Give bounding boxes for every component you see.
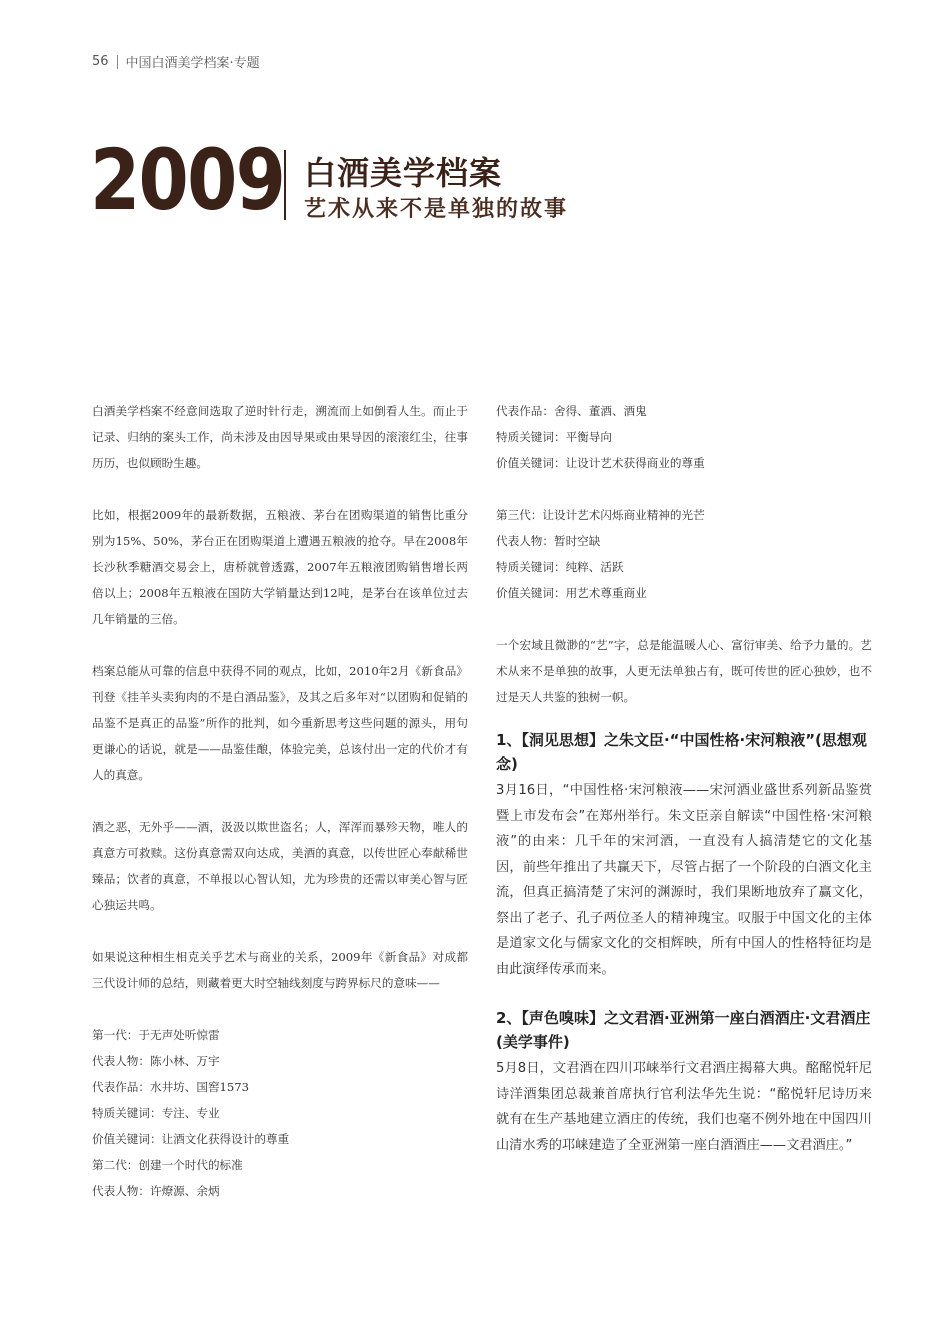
section-heading: 1、【洞见思想】之朱文臣·“中国性格·宋河粮液”(思想观念) [496,731,867,773]
list-item: 价值关键词：让设计艺术获得商业的尊重 [496,456,705,470]
paragraph: 白酒美学档案不经意间选取了逆时针行走，溯流而上如倒看人生。而止于记录、归纳的案头工作，尚未涉及由因导果或由果导因的滚滚红尘，往事历历，也似顾盼生趣。 [92,404,468,470]
paragraph: 酒之恶，无外乎——酒，汲汲以欺世盗名；人，浑浑而暴殄天物，唯人的真意方可救赎。这份真意需双向达成，美酒的真意，以传世匠心奉献稀世臻品；饮者的真意，不单报以心智认知，尤为珍贵的还需以审美心智与匠心独运共鸣。 [92,820,468,912]
paragraph: 如果说这种相生相克关乎艺术与商业的关系，2009年《新食品》对成都三代设计师的总结，则藏着更大时空轴线刻度与跨界标尺的意味—— [92,950,468,990]
right-column [496,398,872,1182]
page-number: 56 [92,54,109,69]
section-heading: 2、【声色嗅味】之文君酒·亚洲第一座白酒酒庄·文君酒庄(美学事件) [496,1009,871,1051]
intro-paragraph: 一个宏域且微渺的“艺”字，总是能温暖人心、富衍审美、给予力量的。艺术从来不是单独的故事，人更无法单独占有，既可传世的匠心独妙，也不过是天人共鉴的独树一帜。 [496,638,872,704]
second-generation-list [496,398,872,476]
list-item: 代表人物：许燎源、余炳 [92,1184,220,1198]
list-item: 特质关键词：纯粹、活跃 [496,560,624,574]
list-item: 代表人物：陈小林、万宇 [92,1054,220,1068]
paragraph: 比如，根据2009年的最新数据，五粮液、茅台在团购渠道的销售比重分别为15%、50%，茅台正在团购渠道上遭遇五粮液的抢夺。早在2008年长沙秋季糖酒交易会上，唐桥就曾透露，2007年五粮液团购销售增长两倍以上；2008年五粮液在国防大学销量达到12吨，是茅台在该单位过去几年销量的三倍。 [92,508,468,626]
page-subtitle: 艺术从来不是单独的故事 [304,197,569,222]
header-divider [117,55,118,69]
list-item: 价值关键词：用艺术尊重商业 [496,586,647,600]
list-item: 特质关键词：专注、专业 [92,1106,220,1120]
list-item: 第二代：创建一个时代的标准 [92,1158,243,1172]
running-head [92,52,260,71]
list-item: 特质关键词：平衡导向 [496,430,612,444]
section-title: 中国白酒美学档案·专题 [125,56,260,71]
paragraph: 档案总能从可靠的信息中获得不同的观点，比如，2010年2月《新食品》刊登《挂羊头卖狗肉的不是白酒品鉴》，及其之后多年对“以团购和促销的品鉴不是真正的品鉴”所作的批判，如今重新思考这些问题的源头，用句更谦心的话说，就是——品鉴佳酿，体验完美，总该付出一定的代价才有人的真意。 [92,664,468,782]
third-generation-list [496,502,872,606]
list-item: 价值关键词：让酒文化获得设计的尊重 [92,1132,290,1146]
page-title: 白酒美学档案 [304,154,503,192]
section-body: 3月16日，“中国性格·宋河粮液——宋河酒业盛世系列新品鉴赏暨上市发布会”在郑州举行。朱文臣亲自解读“中国性格·宋河粮液”的由来：几千年的宋河酒，一直没有人搞清楚它的文化基因，前些年推出了共赢天下，尽管占据了一个阶段的白酒文化主流，但真正搞清楚了宋河的渊源时，我们果断地放弃了赢文化，祭出了老子、孔子两位圣人的精神瑰宝。叹服于中国文化的主体是道家文化与儒家文化的交相辉映，所有中国人的性格特征均是由此演绎传承而来。 [496,783,872,977]
designer-generations-list [92,1022,468,1204]
list-item: 第一代：于无声处听惊雷 [92,1028,220,1042]
list-item: 代表作品：舍得、董酒、酒鬼 [496,404,647,418]
list-item: 第三代：让设计艺术闪烁商业精神的光芒 [496,508,705,522]
year-heading: 2009 [90,131,285,229]
section-body: 5月8日，文君酒在四川邛崃举行文君酒庄揭幕大典。酩酩悦轩尼诗洋酒集团总裁兼首席执行官利法华先生说：“酩悦轩尼诗历来就有在生产基地建立酒庄的传统，我们也毫不例外地在中国四川山清水秀的邛崃建造了全亚洲第一座白酒酒庄——文君酒庄。” [496,1061,872,1153]
list-item: 代表人物：暂时空缺 [496,534,601,548]
left-column [92,398,468,1204]
title-divider [284,150,286,220]
list-item: 代表作品：水井坊、国窖1573 [92,1080,250,1094]
